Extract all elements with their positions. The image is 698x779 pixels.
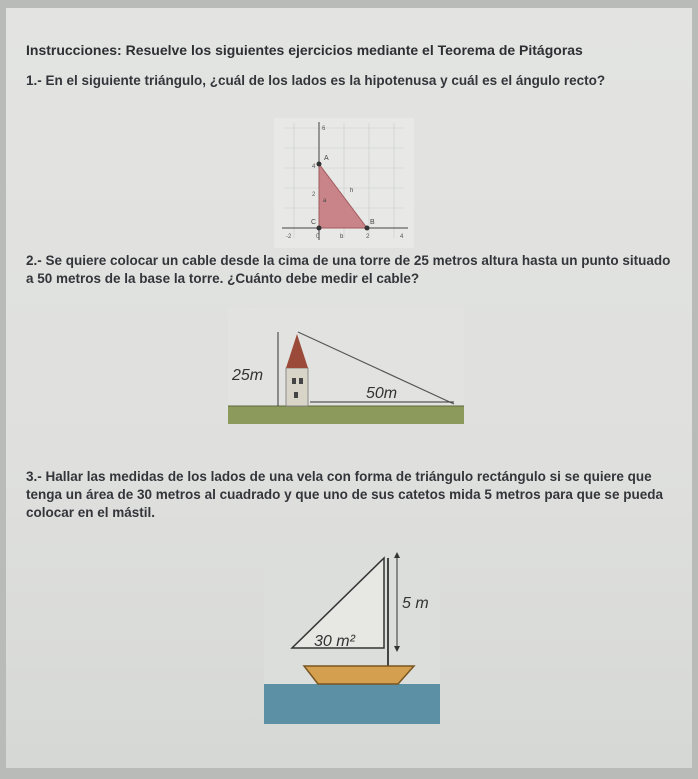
y-tick-2: 2 bbox=[312, 192, 316, 198]
vertex-b-label: B bbox=[370, 219, 375, 226]
side-a-label: a bbox=[323, 198, 327, 204]
vertex-a-label: A bbox=[324, 155, 329, 162]
sail-area-label: 30 m² bbox=[314, 633, 355, 650]
tower-body bbox=[286, 368, 308, 406]
x-tick-4: 4 bbox=[400, 234, 404, 240]
x-tick-0: 0 bbox=[316, 234, 320, 240]
question-1: 1.- En el siguiente triángulo, ¿cuál de los lados es la hipotenusa y cuál es el ángulo recto? bbox=[26, 73, 606, 88]
tower-height-label: 25m bbox=[232, 367, 264, 384]
vertex-c-label: C bbox=[311, 219, 317, 226]
x-tick-2: 2 bbox=[366, 234, 370, 240]
worksheet-page bbox=[6, 8, 692, 768]
question-3: 3.- Hallar las medidas de los lados de una vela con forma de triángulo rectángulo si se quiere que tenga un área de 30 metros al cuadrado y que uno de sus catetos mida 5 metros para que se pueda colocar en el mástil. bbox=[26, 469, 663, 520]
boat-hull bbox=[304, 666, 414, 684]
distance-label: 50m bbox=[366, 385, 398, 402]
mast-height-label: 5 m bbox=[402, 595, 429, 612]
water bbox=[264, 684, 440, 724]
instructions-heading: Instrucciones: Resuelve los siguientes ejercicios mediante el Teorema de Pitágoras bbox=[26, 42, 583, 58]
side-h-label: h bbox=[350, 188, 354, 194]
figure-tower-cable bbox=[228, 308, 464, 424]
x-tick-minus2: -2 bbox=[286, 234, 292, 240]
y-tick-4: 4 bbox=[312, 164, 316, 170]
question-2: 2.- Se quiere colocar un cable desde la cima de una torre de 25 metros altura hasta un punto situado a 50 metros de la base la torre. ¿Cuánto debe medir el cable? bbox=[26, 253, 671, 286]
figure-sailboat bbox=[264, 548, 440, 724]
y-tick-6: 6 bbox=[322, 126, 326, 132]
figure-coordinate-triangle bbox=[274, 118, 414, 248]
side-b-label: b bbox=[340, 234, 344, 240]
